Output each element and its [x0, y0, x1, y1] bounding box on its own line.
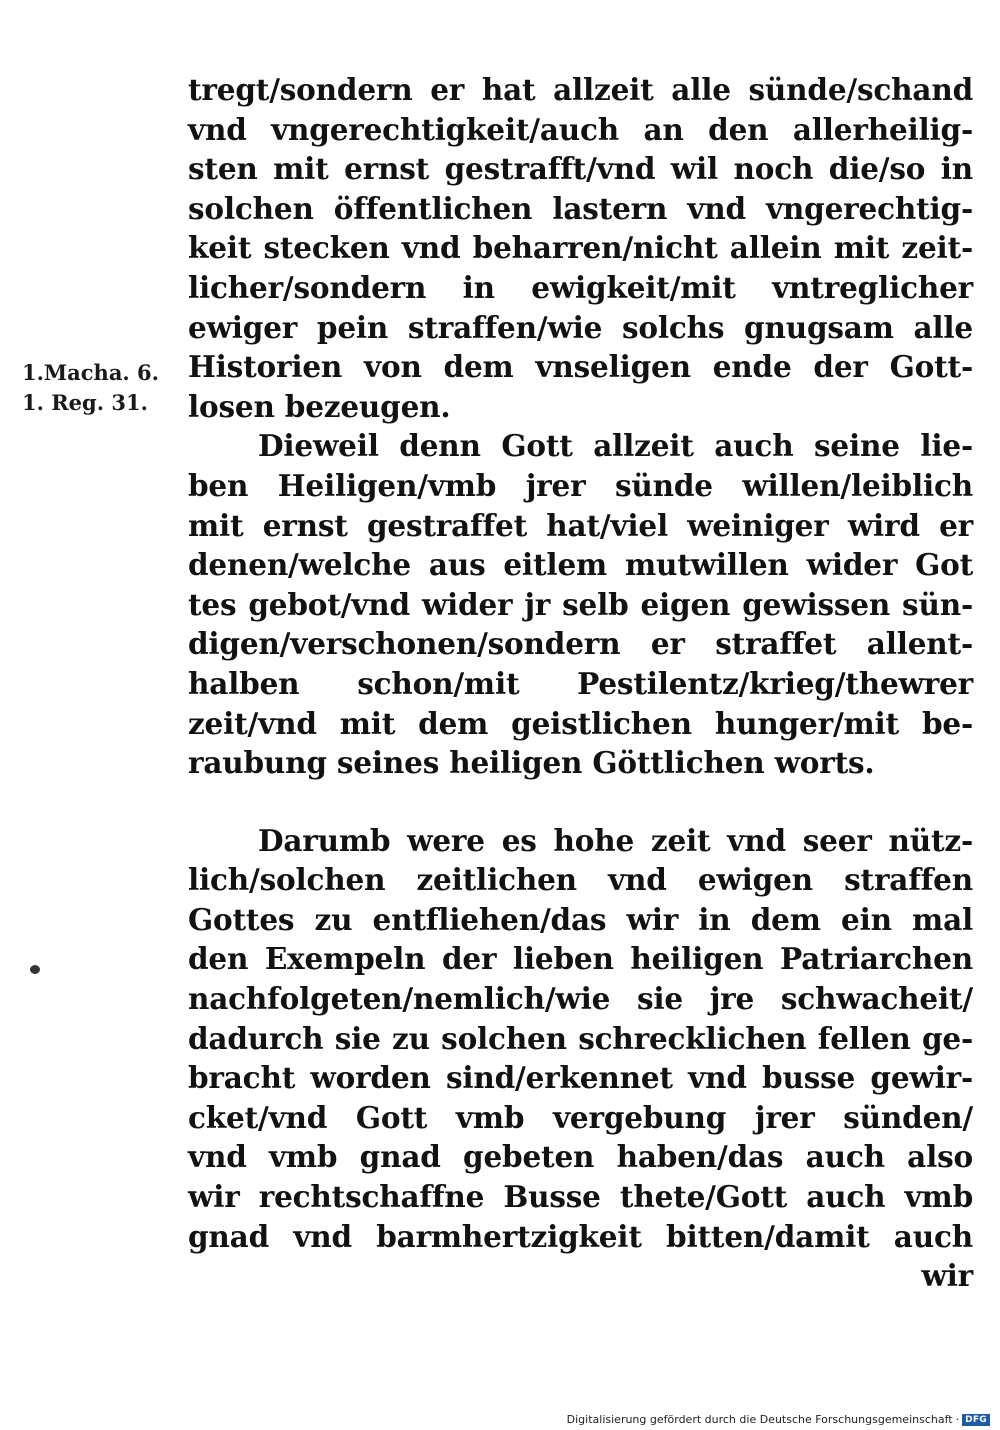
- margin-note: 1.Macha. 6.: [22, 360, 159, 385]
- dfg-logo-icon: DFG: [962, 1414, 990, 1426]
- text-line: mit ernst gestraffet hat/viel weiniger wird er: [188, 507, 973, 543]
- ink-speck: [30, 965, 40, 974]
- body-text: [188, 70, 973, 1296]
- paragraph-2: [188, 426, 973, 782]
- paragraph-3: [188, 821, 973, 1296]
- text-line: keit stecken vnd beharren/nicht allein mit zeit-: [188, 230, 973, 266]
- text-line: den Exempeln der lieben heiligen Patriarchen: [188, 941, 973, 977]
- margin-notes: [22, 358, 182, 418]
- text-line: raubung seines heiligen Göttlichen worts.: [188, 745, 875, 781]
- text-line: vnd vngerechtigkeit/auch an den allerheilig-: [188, 111, 973, 147]
- paragraph-1: [188, 70, 973, 426]
- text-line: losen bezeugen.: [188, 388, 451, 424]
- text-line: Gottes zu entfliehen/das wir in dem ein mal: [188, 901, 973, 937]
- text-line: Dieweil denn Gott allzeit auch seine lie-: [258, 428, 973, 464]
- text-line: tregt/sondern er hat allzeit alle sünde/schand: [188, 72, 973, 107]
- footer-credit-text: Digitalisierung gefördert durch die Deutsche Forschungsgemeinschaft: [566, 1413, 953, 1426]
- text-line: nachfolgeten/nemlich/wie sie jre schwacheit/: [188, 981, 973, 1017]
- text-line: denen/welche aus eitlem mutwillen wider Got: [188, 547, 973, 583]
- text-line: dadurch sie zu solchen schrecklichen fellen ge-: [188, 1020, 973, 1056]
- text-line: wir rechtschaffne Busse thete/Gott auch vmb: [188, 1179, 973, 1215]
- text-line: vnd vmb gnad gebeten haben/das auch also: [188, 1139, 973, 1175]
- margin-note: 1. Reg. 31.: [22, 390, 148, 415]
- text-line: bracht worden sind/erkennet vnd busse gewir-: [188, 1060, 973, 1096]
- text-line: licher/sondern in ewigkeit/mit vntreglicher: [188, 269, 973, 305]
- digitization-footer: Digitalisierung gefördert durch die Deutsche Forschungsgemeinschaft · DFG: [567, 1413, 990, 1426]
- text-line: sten mit ernst gestrafft/vnd wil noch die/so in: [188, 151, 973, 187]
- text-line: cket/vnd Gott vmb vergebung jrer sünden/: [188, 1099, 973, 1135]
- text-line: tes gebot/vnd wider jr selb eigen gewissen sün-: [188, 586, 973, 622]
- text-line: digen/verschonen/sondern er straffet allent-: [188, 626, 973, 662]
- catchword: wir: [921, 1258, 973, 1294]
- text-line: zeit/vnd mit dem geistlichen hunger/mit be-: [188, 705, 973, 741]
- text-line: gnad vnd barmhertzigkeit bitten/damit auch: [188, 1218, 973, 1254]
- text-line: ewiger pein straffen/wie solchs gnugsam alle: [188, 309, 973, 345]
- text-line: Darumb were es hohe zeit vnd seer nütz-: [258, 822, 973, 858]
- text-line: ben Heiligen/vmb jrer sünde willen/leiblich: [188, 467, 973, 503]
- text-line: lich/solchen zeitlichen vnd ewigen straffen: [188, 862, 973, 898]
- text-line: halben schon/mit Pestilentz/krieg/thewrer: [188, 665, 973, 701]
- text-line: Historien von dem vnseligen ende der Gott-: [188, 349, 973, 385]
- text-line: solchen öffentlichen lastern vnd vngerechtig-: [188, 190, 973, 226]
